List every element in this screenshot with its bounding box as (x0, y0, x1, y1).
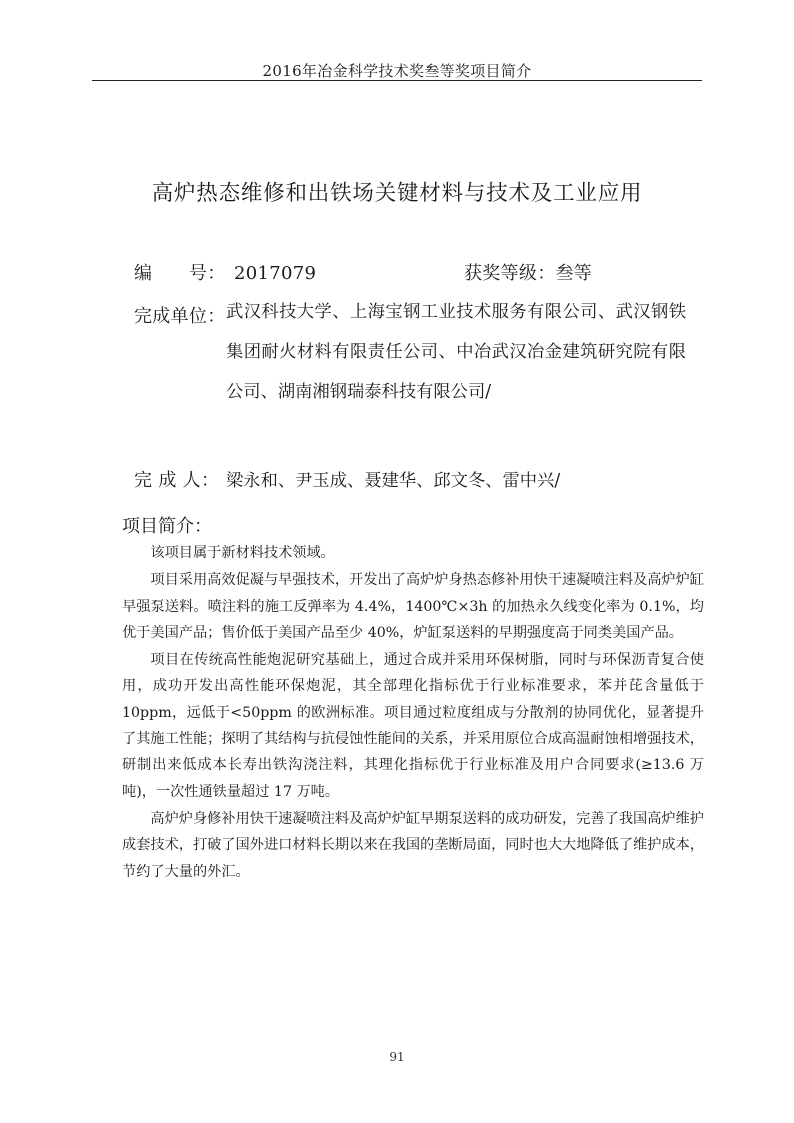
project-number-row (134, 259, 316, 285)
people-label: 完 成 人： (134, 470, 220, 491)
summary-heading: 项目简介： (122, 516, 212, 537)
units-value: 武汉科技大学、上海宝钢工业技术服务有限公司、武汉钢铁集团耐火材料有限责任公司、中冶武汉冶金建筑研究院有限公司、湖南湘钢瑞泰科技有限公司/ (226, 302, 686, 402)
summary-body (122, 540, 704, 886)
project-number-label: 编 号： (134, 263, 226, 284)
document-title: 高炉热态维修和出铁场关键材料与技术及工业应用 (151, 181, 643, 206)
summary-paragraph: 该项目属于新材料技术领域。 (150, 545, 335, 561)
summary-paragraph: 项目在传统高性能炮泥研究基础上，通过合成并采用环保树脂，同时与环保沥青复合使用，成功开发出高性能环保炮泥，其全部理化指标优于行业标准要求，苯并芘含量低于 10ppm，远低于<50ppm 的欧洲标准。项目通过粒度组成与分散剂的协同优化，显著提升了其施工性能；探明了其结构与抗侵蚀性能间的关系，并采用原位合成高温耐蚀相增强技术，研制出来低成本长寿出铁沟浇注料，其理化指标优于行业标准及用户合同要求(≥13.6 万吨)，一次性通铁量超过 17 万吨。 (122, 652, 704, 800)
running-header: 2016年冶金科学技术奖叁等奖项目简介 (262, 62, 532, 80)
people-value: 梁永和、尹玉成、聂建华、邱文冬、雷中兴/ (226, 471, 561, 491)
project-number-value: 2017079 (234, 263, 317, 284)
summary-paragraph: 项目采用高效促凝与早强技术，开发出了高炉炉身热态修补用快干速凝喷注料及高炉炉缸早强泵送料。喷注料的施工反弹率为 4.4%，1400℃×3h 的加热永久线变化率为 0.1%，均优于美国产品；售价低于美国产品至少 40%，炉缸泵送料的早期强度高于同类美国产品。 (122, 572, 704, 641)
award-grade-value: 叁等 (555, 263, 593, 284)
award-grade-row (464, 259, 592, 285)
award-grade-label: 获奖等级： (464, 263, 556, 284)
units-label: 完成单位： (134, 306, 226, 327)
header-rule (92, 80, 702, 81)
summary-paragraph: 高炉炉身修补用快干速凝喷注料及高炉炉缸早期泵送料的成功研发，完善了我国高炉维护成套技术，打破了国外进口材料长期以来在我国的垄断局面，同时也大大地降低了维护成本，节约了大量的外汇。 (122, 810, 704, 880)
page-number: 91 (389, 1050, 405, 1064)
